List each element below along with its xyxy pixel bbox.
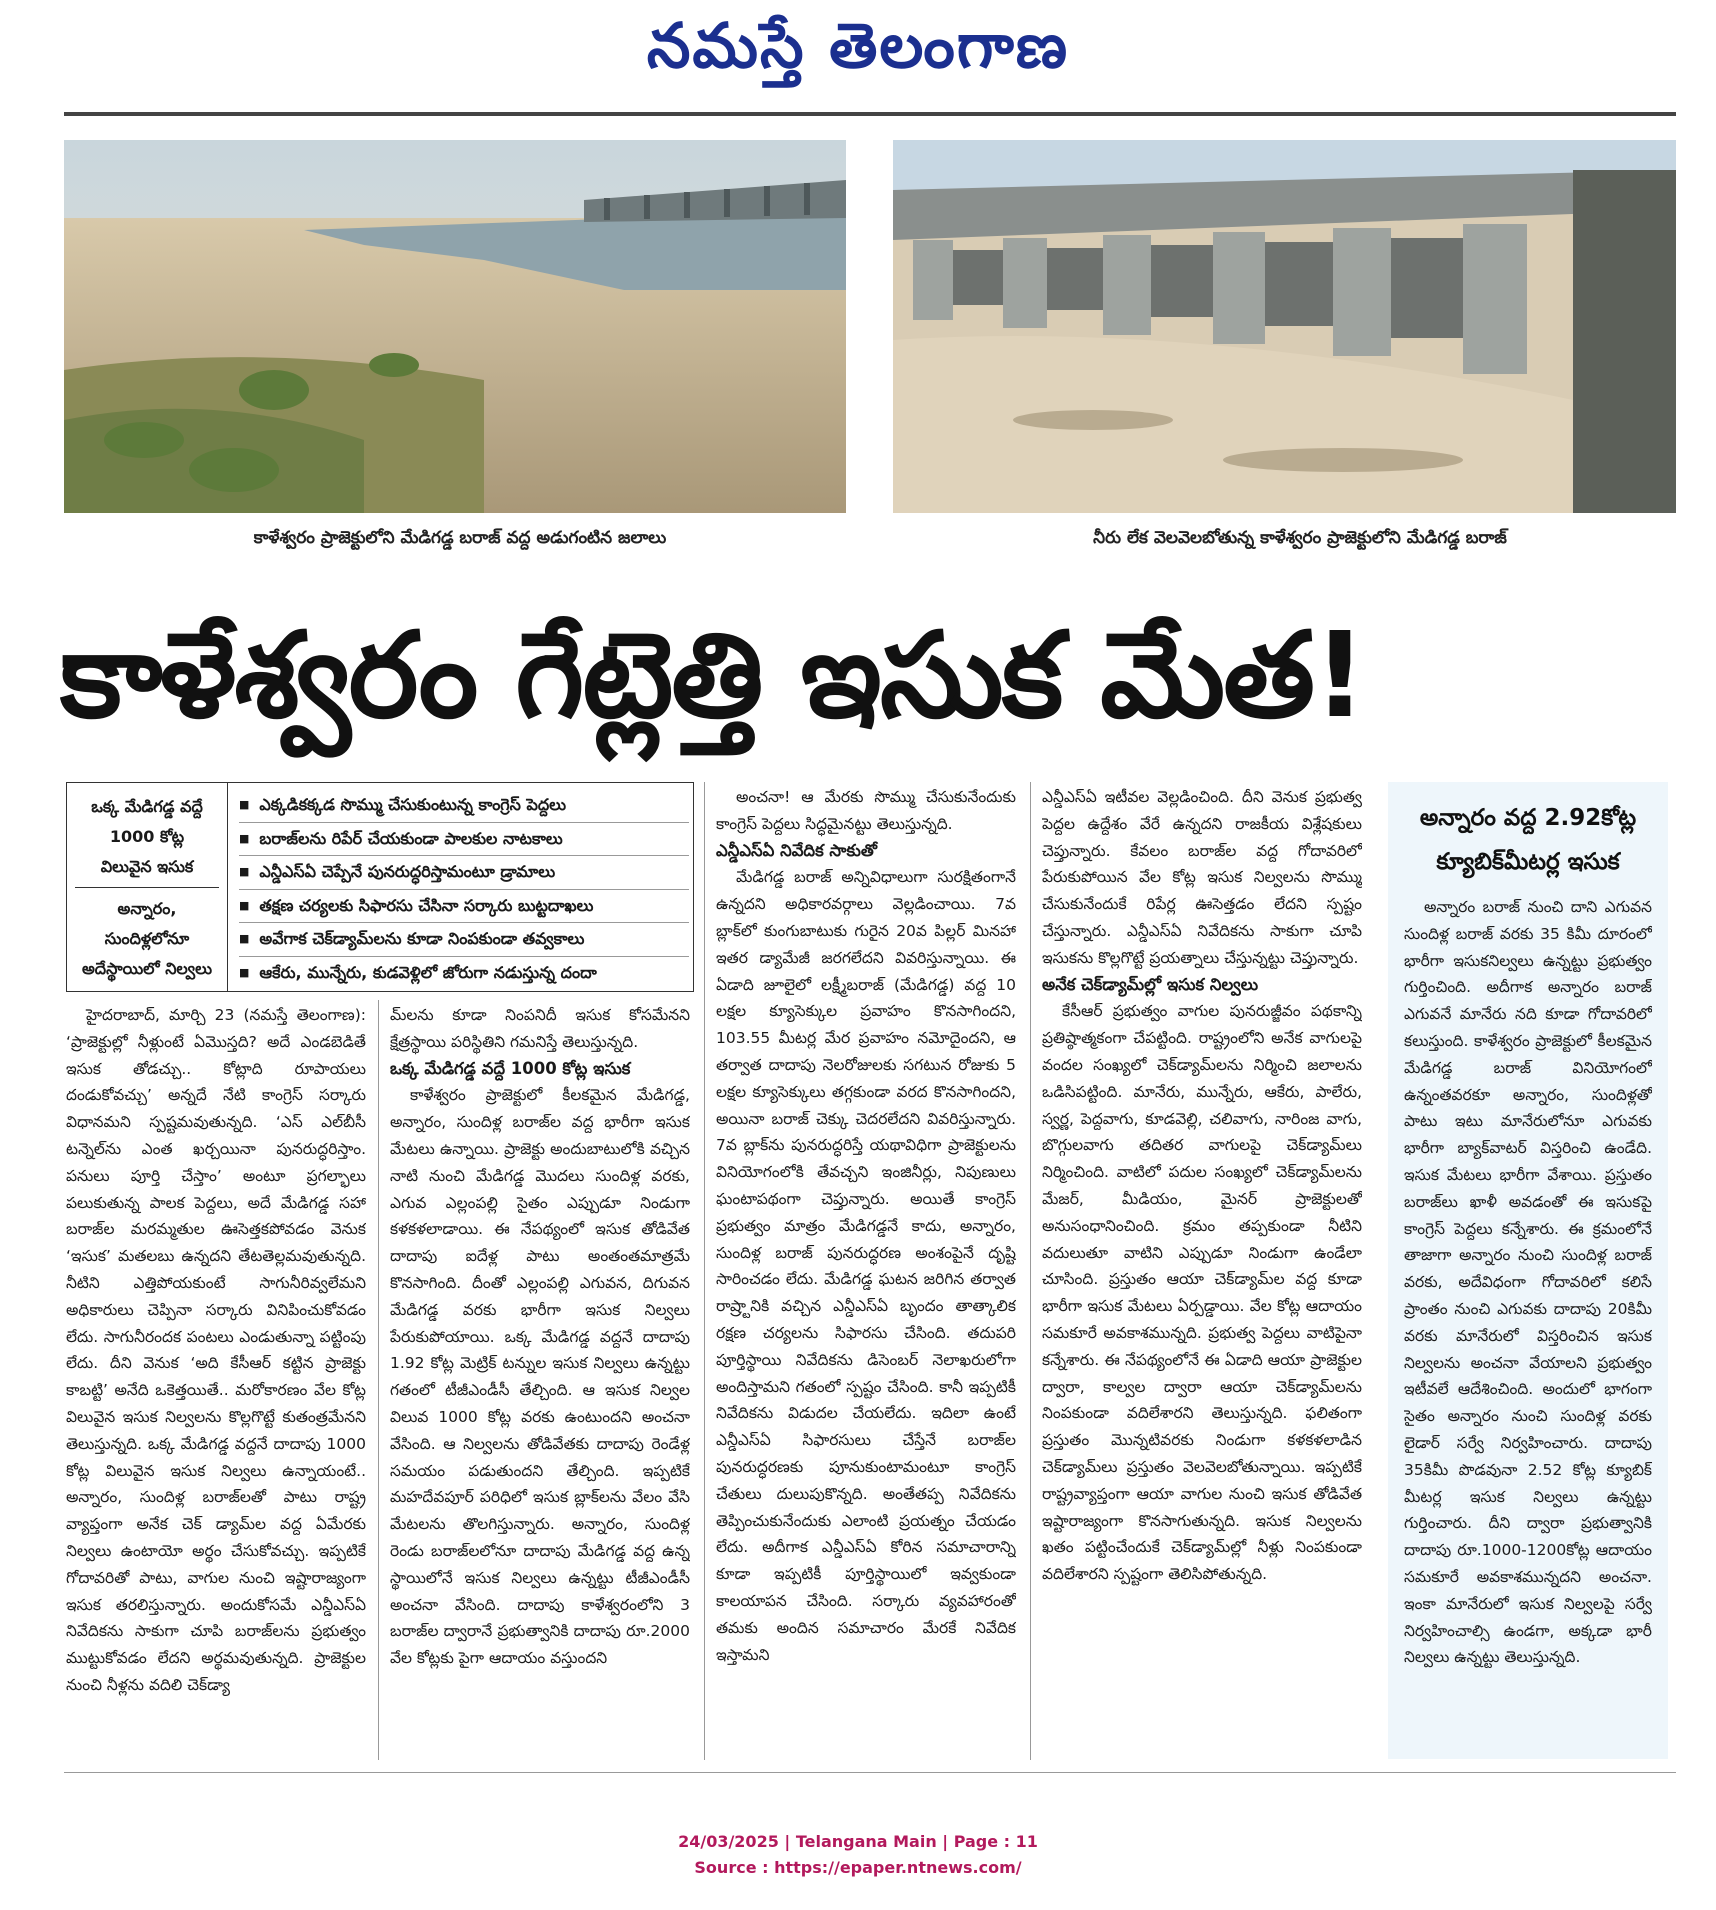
article-subhead: ఒక్క మేడిగడ్డ వద్దే 1000 కోట్ల ఇసుక	[390, 1058, 631, 1078]
photo-right-barrage-gates	[893, 140, 1676, 513]
article-column-2	[390, 1002, 690, 1762]
article-paragraph: అంచనా! ఆ మేరకు సొమ్ము చేసుకునేందుకు కాంగ్రెస్ పెద్దలు సిద్ధమైనట్టు తెలుస్తున్నది.	[716, 788, 1016, 833]
highlights-divider	[75, 887, 219, 888]
highlight-bullet: ■ బరాజ్‌లను రిపేర్ చేయకుండా పాలకుల నాటకాలు	[239, 823, 689, 857]
bottom-rule	[64, 1772, 1676, 1773]
column-divider	[1030, 782, 1031, 1760]
main-headline: కాళేశ్వరం గేట్లెత్తి ఇసుక మేత!	[60, 606, 1365, 744]
photo-left-dried-barrage	[64, 140, 846, 513]
highlights-left-panel	[67, 783, 228, 991]
sidebar-headline-line: క్యూబిక్‌మీటర్ల ఇసుక	[1436, 849, 1620, 875]
article-paragraph: ఎన్డీఎస్‌ఏ ఇటీవల వెల్లడించింది. దీని వెనుక ప్రభుత్వ పెద్దల ఉద్దేశం వేరే ఉన్నదని రాజకీయ విశ్లేషకులు చెప్తున్నారు. కేవలం బరాజ్‌ల వద్ద గోదావరిలో పేరుకుపోయిన వేల కోట్ల ఇసుక నిల్వలను సొమ్ము చేసుకునేందుకే రిపేర్ల ఊసెత్తడం లేదని స్పష్టం చేస్తున్నారు. ఎన్డీఎస్‌ఏ నివేదికను సాకుగా చూపి ఇసుకను కొల్లగొట్టే ప్రయత్నాలు చేస్తున్నట్టు చెప్తున్నారు.	[1042, 788, 1362, 967]
highlight-bullet: ■ ఆకేరు, మున్నేరు, కుడవెళ్లిలో జోరుగా నడుస్తున్న దందా	[239, 957, 689, 990]
article-column-4	[1042, 784, 1362, 1760]
masthead-rule	[64, 112, 1676, 116]
article-subhead: ఎన్డీఎస్‌ఏ నివేదిక సాకుతో	[716, 840, 877, 860]
article-paragraph: కాళేశ్వరం ప్రాజెక్టులో కీలకమైన మేడిగడ్డ, అన్నారం, సుందిళ్ల బరాజ్‌ల వద్ద భారీగా ఇసుక మేటలు ఉన్నాయి. ప్రాజెక్టు అందుబాటులోకి వచ్చిన నాటి నుంచి మేడిగడ్డ మొదలు సుందిళ్ల వరకు, ఎగువ ఎల్లంపల్లి సైతం ఎప్పుడూ నిండుగా కళకళలాడాయి. ఈ నేపథ్యంలో ఇసుక తోడివేత దాదాపు ఐదేళ్ల పాటు అంతంతమాత్రమే కొనసాగింది. దీంతో ఎల్లంపల్లి ఎగువన, దిగువన మేడిగడ్డ వరకు భారీగా ఇసుక నిల్వలు పేరుకుపోయాయి. ఒక్క మేడిగడ్డ వద్దనే దాదాపు 1.92 కోట్ల మెట్రిక్ టన్నుల ఇసుక నిల్వలు ఉన్నట్టు గతంలో టీజీఎండీసీ తేల్చింది. ఆ ఇసుక నిల్వల విలువ 1000 కోట్ల వరకు ఉంటుందని అంచనా వేసింది. ఆ నిల్వలను తోడివేతకు దాదాపు రెండేళ్ల సమయం పడుతుందని తేల్చింది. ఇప్పటికే మహదేవపూర్ పరిధిలో ఇసుక బ్లాక్‌లను వేలం వేసి మేటలను తొలగిస్తున్నారు. అన్నారం, సుందిళ్ల రెండు బరాజ్‌లలోనూ దాదాపు మేడిగడ్డ వద్ద ఉన్న స్థాయిలోనే ఇసుక నిల్వలు ఉన్నట్టు టీజీఎండీసీ అంచనా వేసింది. దాదాపు కాళేశ్వరంలోని 3 బరాజ్‌ల ద్వారానే ప్రభుత్వానికి దాదాపు రూ.2000 వేల కోట్లకు పైగా ఆదాయం వస్తుందని	[390, 1086, 690, 1668]
highlights-box	[66, 782, 694, 992]
masthead-logo: నమస్తే తెలంగాణ	[646, 9, 1070, 82]
sidebar-headline-line: అన్నారం వద్ద 2.92కోట్ల	[1419, 805, 1637, 831]
footer-date-line: 24/03/2025 | Telangana Main | Page : 11	[678, 1832, 1038, 1851]
highlight-bullet: ■ ఎక్కడికక్కడ సొమ్ము చేసుకుంటున్న కాంగ్రెస్ పెద్దలు	[239, 789, 689, 823]
highlight-left-line: విలువైన ఇసుక	[100, 857, 194, 876]
highlight-left-line: 1000 కోట్ల	[109, 827, 185, 846]
sidebar-article	[1388, 782, 1668, 1759]
highlight-left-line: అదేస్థాయిలో నిల్వలు	[82, 959, 212, 978]
article-paragraph: మేడిగడ్డ బరాజ్ అన్నివిధాలుగా సురక్షితంగానే ఉన్నదని అధికారవర్గాలు వెల్లడించాయి. 7వ బ్లాక్‌లో కుంగుబాటుకు గురైన 20వ పిల్లర్ మినహా ఇతర డ్యామేజీ జరగలేదని వివరిస్తున్నాయి. ఈ ఏడాది జూలైలో లక్ష్మీబరాజ్ (మేడిగడ్డ) వద్ద 10 లక్షల క్యూసెక్కుల ప్రవాహం కొనసాగిందని, 103.55 మీటర్ల మేర ప్రవాహం నమోదైందని, ఆ తర్వాత దాదాపు నెలరోజులకు సగటున రోజుకు 5 లక్షల క్యూసెక్కులు తగ్గకుండా వరద కొనసాగిందని, అయినా బరాజ్ చెక్కు చెదరలేదని వివరిస్తున్నారు. 7వ బ్లాక్‌ను పునరుద్ధరిస్తే యథావిధిగా ప్రాజెక్టులను వినియోగంలోకి తేవచ్చని ఇంజినీర్లు, నిపుణులు ఘంటాపథంగా చెప్తున్నారు. అయితే కాంగ్రెస్ ప్రభుత్వం మాత్రం మేడిగడ్డనే కాదు, అన్నారం, సుందిళ్ల బరాజ్ పునరుద్ధరణ అంశంపైనే దృష్టి సారించడం లేదు. మేడిగడ్డ ఘటన జరిగిన తర్వాత రాష్ర్టానికి వచ్చిన ఎన్డీఎస్‌ఏ బృందం తాత్కాలిక రక్షణ చర్యలను సిఫారసు చేసింది. తదుపరి పూర్తిస్థాయి నివేదికను డిసెంబర్ నెలాఖరులోగా అందిస్తామని గతంలో స్పష్టం చేసింది. కానీ ఇప్పటికీ నివేదికను విడుదల చేయలేదు. ఇదిలా ఉంటే ఎన్డీఎస్‌ఏ సిఫారసులు చేస్తేనే బరాజ్‌ల పునరుద్ధరణకు పూనుకుంటామంటూ కాంగ్రెస్ చేతులు దులుపుకొన్నది. అంతేతప్ప నివేదికను తెప్పించుకునేందుకు ఎలాంటి ప్రయత్నం చేయడం లేదు. అదీగాక ఎన్డీఎస్‌ఏ కోరిన సమాచారాన్ని కూడా ఇప్పటికీ పూర్తిస్థాయిలో ఇవ్వకుండా కాలయాపన చేసింది. సర్కారు వ్యవహారంతో తమకు అందిన సమాచారం మేరకే నివేదిక ఇస్తామని	[716, 868, 1016, 1664]
sidebar-paragraph: అన్నారం బరాజ్ నుంచి దాని ఎగువన సుందిళ్ల బరాజ్ వరకు 35 కిమీ దూరంలో భారీగా ఇసుకనిల్వలు ఉన్నట్టు ప్రభుత్వం గుర్తించింది. అదీగాక అన్నారం బరాజ్ ఎగువనే మానేరు నది కూడా గోదావరిలో కలుస్తుంది. కాళేశ్వరం ప్రాజెక్టులో కీలకమైన మేడిగడ్డ బరాజ్ వినియోగంలో ఉన్నంతవరకూ అన్నారం, సుందిళ్లతో పాటు ఇటు మానేరులోనూ ఎగువకు భారీగా బ్యాక్‌వాటర్ విస్తరించి ఉండేది. ఇసుక మేటలు భారీగా వేశాయి. ప్రస్తుతం బరాజ్‌లు ఖాళీ అవడంతో ఈ ఇసుకపై కాంగ్రెస్ పెద్దలు కన్నేశారు. ఈ క్రమంలోనే తాజాగా అన్నారం నుంచి సుందిళ్ల బరాజ్ వరకు, అదేవిధంగా గోదావరిలో కలిసే ప్రాంతం నుంచి ఎగువకు దాదాపు 20కిమీ వరకు మానేరులో విస్తరించిన ఇసుక నిల్వలను అంచనా వేయాలని ప్రభుత్వం ఇటీవలే ఆదేశించింది. అందులో భాగంగా సైతం అన్నారం నుంచి సుందిళ్ల వరకు లైడార్ సర్వే నిర్వహించారు. దాదాపు 35కిమీ పొడవునా 2.52 కోట్ల క్యూబిక్ మీటర్ల ఇసుక నిల్వలు ఉన్నట్టు గుర్తించారు. దీని ద్వారా ప్రభుత్వానికి దాదాపు రూ.1000-1200కోట్ల ఆదాయం సమకూరే అవకాశమున్నదని అంచనా. ఇంకా మానేరులో ఇసుక నిల్వలపై సర్వే నిర్వహించాల్సి ఉండగా, అక్కడా భారీ నిల్వలు ఉన్నట్టు తెలుస్తున్నది.	[1404, 898, 1652, 1667]
column-divider	[378, 1000, 379, 1760]
column-divider	[704, 782, 705, 1760]
highlight-left-line: ఒక్క మేడిగడ్డ వద్దే	[91, 797, 203, 816]
highlight-bullet: ■ ఎన్డీఎస్‌ఏ చెప్పేనే పునరుద్ధరిస్తామంటూ డ్రామాలు	[239, 856, 689, 890]
article-column-1	[66, 1002, 366, 1762]
photo-right-caption: నీరు లేక వెలవెలబోతున్న కాళేశ్వరం ప్రాజెక్టులోని మేడిగడ్డ బరాజ్	[1093, 528, 1507, 548]
article-paragraph: కేసీఆర్ ప్రభుత్వం వాగుల పునరుజ్జీవం పథకాన్ని ప్రతిష్ఠాత్మకంగా చేపట్టింది. రాష్ట్రంలోని అనేక వాగులపై వందల సంఖ్యలో చెక్‌డ్యామ్‌లను నిర్మించి జలాలను ఒడిసిపట్టింది. మానేరు, మున్నేరు, ఆకేరు, పాలేరు, స్వర్ణ, పెద్దవాగు, కూడవెల్లి, చలివాగు, నారింజ వాగు, బొగ్గులవాగు తదితర వాగులపై చెక్‌డ్యామ్‌లు నిర్మించింది. వాటిలో పదుల సంఖ్యలో చెక్‌డ్యామ్‌లను మేజర్, మీడియం, మైనర్ ప్రాజెక్టులతో అనుసంధానించింది. క్రమం తప్పకుండా నీటిని వదులుతూ వాటిని ఎప్పుడూ నిండుగా ఉండేలా చూసింది. ప్రస్తుతం ఆయా చెక్‌డ్యామ్‌ల వద్ద కూడా భారీగా ఇసుక మేటలు ఏర్పడ్డాయి. వేల కోట్ల ఆదాయం సమకూరే అవకాశమున్నది. ప్రభుత్వ పెద్దలు వాటిపైనా కన్నేశారు. ఈ నేపథ్యంలోనే ఈ ఏడాది ఆయా ప్రాజెక్టుల ద్వారా, కాల్వల ద్వారా ఆయా చెక్‌డ్యామ్‌లను నింపకుండా వదిలేశారని తెలుస్తున్నది. ఫలితంగా ప్రస్తుతం మొన్నటివరకు నిండుగా కళకళలాడిన చెక్‌డ్యామ్‌లు ప్రస్తుతం వెలవెలబోతున్నాయి. ఇప్పటికే రాష్ట్రవ్యాప్తంగా ఆయా వాగుల నుంచి ఇసుక తోడివేత ఇష్టారాజ్యంగా కొనసాగుతున్నది. ఇసుక నిల్వలను ఖతం పట్టించేందుకే చెక్‌డ్యామ్‌ల్లో నీళ్లు నింపకుండా వదిలేశారని స్పష్టంగా తెలిసిపోతున్నది.	[1042, 1002, 1362, 1584]
photo-left-caption: కాళేశ్వరం ప్రాజెక్టులోని మేడిగడ్డ బరాజ్ వద్ద అడుగంటిన జలాలు	[253, 528, 667, 548]
article-paragraph: మ్‌లను కూడా నింపనిదీ ఇసుక కోసమేనని క్షేత్రస్థాయి పరిస్థితిని గమనిస్తే తెలుస్తున్నది.	[390, 1006, 690, 1051]
article-paragraph: హైదరాబాద్, మార్చి 23 (నమస్తే తెలంగాణ): ‘ప్రాజెక్టుల్లో నీళ్లుంటే ఏమొస్తది? అదే ఎండబెడితే ఇసుక తోడచ్చు.. కోట్లాది రూపాయలు దండుకోవచ్చు’ అన్నదే నేటి కాంగ్రెస్ సర్కారు విధానమని స్పష్టమవుతున్నది. ‘ఎస్ ఎల్‌బీసీ టన్నెల్‌ను ఎంత ఖర్చయినా పునరుద్ధరిస్తాం. పనులు పూర్తి చేస్తాం’ అంటూ ప్రగల్భాలు పలుకుతున్న పాలక పెద్దలు, అదే మేడిగడ్డ సహా బరాజ్‌ల మరమ్మతుల ఊసెత్తకపోవడం వెనుక ‘ఇసుక’ మతలబు ఉన్నదని తేటతెల్లమవుతున్నది. నీటిని ఎత్తిపోయకుంటే సాగునీరివ్వలేమని అధికారులు చెప్పినా సర్కారు వినిపించుకోవడం లేదు. సాగునీరందక పంటలు ఎండుతున్నా పట్టింపు లేదు. దీని వెనుక ‘అది కేసీఆర్ కట్టిన ప్రాజెక్టు కాబట్టి’ అనేది ఒకెత్తయితే.. మరోకారణం వేల కోట్ల విలువైన ఇసుక నిల్వలను కొల్లగొట్టే కుతంత్రమేనని తెలుస్తున్నది. ఒక్క మేడిగడ్డ వద్దనే దాదాపు 1000 కోట్ల విలువైన ఇసుక నిల్వలు ఉన్నాయంటే.. అన్నారం, సుందిళ్ల బరాజ్‌లతో పాటు రాష్ట్ర వ్యాప్తంగా అనేక చెక్ డ్యామ్‌ల వద్ద ఏమేరకు నిల్వలు ఉంటాయో అర్థం చేసుకోవచ్చు. ఇప్పటికే గోదావరితో పాటు, వాగుల నుంచి ఇష్టారాజ్యంగా ఇసుక తరలిస్తున్నారు. అందుకోసమే ఎన్డీఎస్‌ఏ నివేదికను సాకుగా చూపి బరాజ్‌లను ప్రభుత్వం ముట్టుకోవడం లేదని అర్థమవుతున్నది. ప్రాజెక్టుల నుంచి నీళ్లను వదిలి చెక్‌డ్యా	[66, 1006, 366, 1694]
article-column-3	[716, 784, 1016, 1760]
highlight-left-line: సుందిళ్లలోనూ	[104, 929, 190, 948]
sidebar-body	[1404, 894, 1652, 1734]
sidebar-headline	[1402, 796, 1654, 884]
footer-source-line: Source : https://epaper.ntnews.com/	[694, 1858, 1022, 1877]
highlight-bullet: ■ తక్షణ చర్యలకు సిఫారసు చేసినా సర్కారు బుట్టదాఖలు	[239, 890, 689, 924]
article-subhead: అనేక చెక్‌డ్యామ్‌ల్లో ఇసుక నిల్వలు	[1042, 974, 1259, 994]
highlight-left-line: అన్నారం,	[117, 899, 177, 918]
highlight-bullet: ■ అవేగాక చెక్‌డ్యామ్‌లను కూడా నింపకుండా తవ్వకాలు	[239, 923, 689, 957]
highlights-bullet-list	[239, 789, 689, 989]
